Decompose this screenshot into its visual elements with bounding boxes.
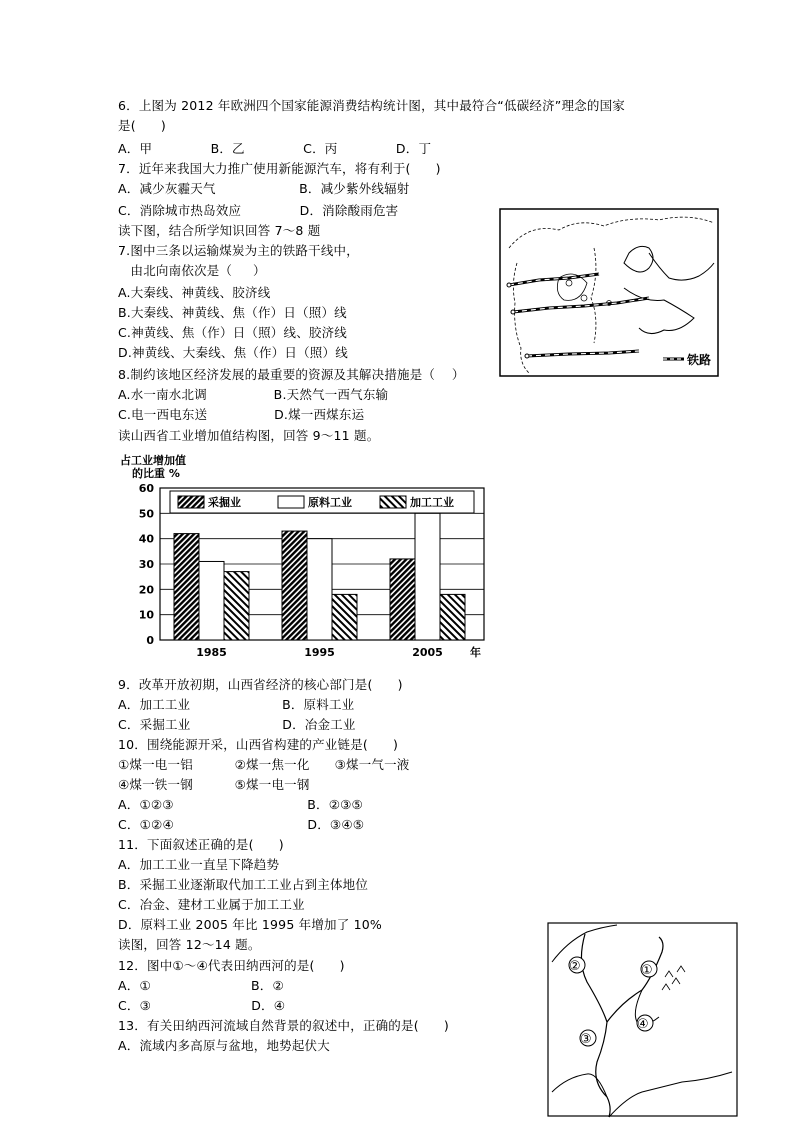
x-tick-label: 1985	[196, 646, 227, 659]
text-line: 9．改革开放初期，山西省经济的核心部门是( )	[118, 677, 403, 692]
text-line: 7．近年来我国大力推广使用新能源汽车，将有利于( )	[118, 161, 441, 176]
text-line: A．甲 B．乙 C．丙 D．丁	[118, 141, 432, 156]
text-line: C．消除城市热岛效应 D．消除酸雨危害	[118, 203, 399, 218]
text-line: A.水一南水北调 B.天然气一西气东输	[118, 387, 389, 402]
chart-title: 占工业增加值	[120, 454, 186, 467]
bar	[415, 513, 440, 640]
text-line: 8.制约该地区经济发展的最重要的资源及其解决措施是（ ）	[118, 367, 465, 382]
text-line: 7.图中三条以运输煤炭为主的铁路干线中，	[118, 243, 359, 258]
map-label-3: ③	[580, 1032, 592, 1047]
text-line: 读下图，结合所学知识回答 7～8 题	[118, 223, 321, 238]
text-line: C．冶金、建材工业属于加工工业	[118, 897, 305, 912]
bar	[390, 559, 415, 640]
y-tick-label: 30	[138, 558, 154, 571]
bar	[224, 572, 249, 640]
text-line: 读山西省工业增加值结构图，回答 9～11 题。	[118, 428, 380, 443]
text-line: B.大秦线、神黄线、焦（作）日（照）线	[118, 305, 347, 320]
y-tick-label: 20	[138, 583, 154, 597]
text-line: 由北向南依次是（ ）	[118, 263, 266, 278]
y-tick-label: 40	[138, 532, 154, 546]
chart-title-line2: 的比重 %	[132, 467, 180, 480]
railway-map	[499, 208, 721, 378]
text-line: C.电一西电东送 D.煤一西煤东运	[118, 407, 365, 422]
text-line: C．③ D．④	[118, 998, 286, 1013]
y-tick-label: 0	[146, 634, 154, 647]
bar	[307, 539, 332, 640]
text-line: 11．下面叙述正确的是( )	[118, 837, 284, 852]
bar	[199, 561, 224, 640]
text-line: ①煤一电一铝 ②煤一焦一化 ③煤一气一液	[118, 757, 410, 772]
text-line: D．原料工业 2005 年比 1995 年增加了 10%	[118, 917, 382, 932]
text-line: C．采掘工业 D．冶金工业	[118, 717, 356, 732]
text-line: 6．上图为 2012 年欧洲四个国家能源消费结构统计图，其中最符合“低碳经济”理念的国家	[118, 98, 625, 113]
text-line: 读图，回答 12～14 题。	[118, 937, 261, 952]
map-label-1: ①	[641, 963, 653, 978]
y-tick-label: 50	[138, 507, 154, 521]
text-line: B．采掘工业逐渐取代加工工业占到主体地位	[118, 877, 369, 892]
x-tick-label: 2005	[412, 646, 443, 659]
legend-label: 加工工业	[410, 496, 454, 509]
legend-swatch	[278, 496, 304, 508]
x-axis-label: 年	[470, 646, 481, 659]
railway-legend-label: 铁路	[687, 353, 712, 367]
y-tick-label: 10	[138, 608, 154, 622]
text-line: 13．有关田纳西河流域自然背景的叙述中，正确的是( )	[118, 1018, 449, 1033]
text-line: C．①②④ D．③④⑤	[118, 817, 365, 832]
map-label-4: ④	[637, 1017, 649, 1032]
y-tick-label: 60	[138, 482, 154, 495]
text-line: A．减少灰霾天气 B．减少紫外线辐射	[118, 181, 410, 196]
text-line: 是( )	[118, 118, 166, 133]
legend-swatch	[380, 496, 406, 508]
text-line: D.神黄线、大秦线、焦（作）日（照）线	[118, 345, 348, 360]
text-line: C.神黄线、焦（作）日（照）线、胶济线	[118, 325, 348, 340]
bar	[440, 594, 465, 640]
text-line: A．加工工业 B．原料工业	[118, 697, 355, 712]
text-line: A．流域内多高原与盆地，地势起伏大	[118, 1038, 330, 1053]
text-line: A．① B．②	[118, 978, 284, 993]
map-label-2: ②	[569, 959, 581, 974]
legend-label: 采掘业	[208, 496, 241, 509]
legend-label: 原料工业	[308, 496, 352, 509]
legend-swatch	[178, 496, 204, 508]
text-line: A.大秦线、神黄线、胶济线	[118, 285, 271, 300]
text-line: 12．图中①～④代表田纳西河的是( )	[118, 958, 345, 973]
bar	[282, 531, 307, 640]
tennessee-river-map	[547, 922, 739, 1118]
text-line: A．①②③ B．②③⑤	[118, 797, 363, 812]
text-line: 10．围绕能源开采，山西省构建的产业链是( )	[118, 737, 399, 752]
bar	[332, 594, 357, 640]
shanxi-industry-chart	[118, 450, 498, 665]
bar	[174, 534, 199, 640]
text-line: A．加工工业一直呈下降趋势	[118, 857, 280, 872]
text-line: ④煤一铁一钢 ⑤煤一电一钢	[118, 777, 310, 792]
x-tick-label: 1995	[304, 646, 335, 659]
